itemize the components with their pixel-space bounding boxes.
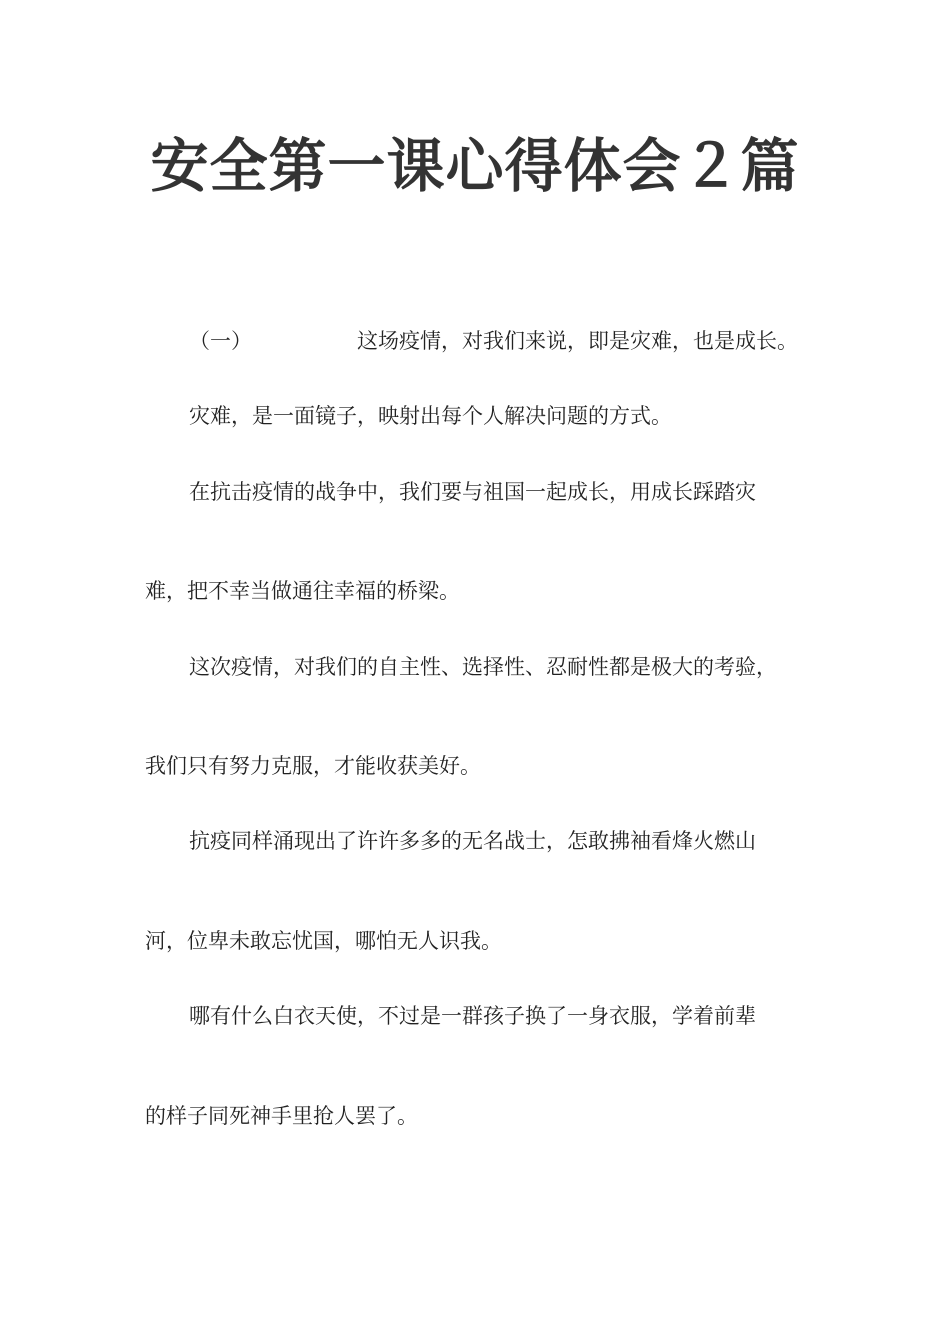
paragraph-line: 难，把不幸当做通往幸福的桥梁。 (145, 579, 460, 603)
section-marker: （一） (189, 329, 252, 353)
document-title: 安全第一课心得体会２篇 (150, 132, 800, 200)
paragraph-line: 这次疫情，对我们的自主性、选择性、忍耐性都是极大的考验， (189, 655, 777, 679)
paragraph-line: 的样子同死神手里抢人罢了。 (145, 1104, 418, 1128)
paragraph-line: 这场疫情，对我们来说，即是灾难，也是成长。 (357, 329, 798, 353)
paragraph-line: 抗疫同样涌现出了许许多多的无名战士，怎敢拂袖看烽火燃山 (189, 829, 756, 853)
paragraph-line: 在抗击疫情的战争中，我们要与祖国一起成长，用成长踩踏灾 (189, 480, 756, 504)
paragraph-line: 灾难，是一面镜子，映射出每个人解决问题的方式。 (189, 404, 672, 428)
paragraph-line: 我们只有努力克服，才能收获美好。 (145, 754, 481, 778)
paragraph-line: 河，位卑未敢忘忧国，哪怕无人识我。 (145, 929, 502, 953)
paragraph-line: 哪有什么白衣天使，不过是一群孩子换了一身衣服，学着前辈 (189, 1004, 756, 1028)
